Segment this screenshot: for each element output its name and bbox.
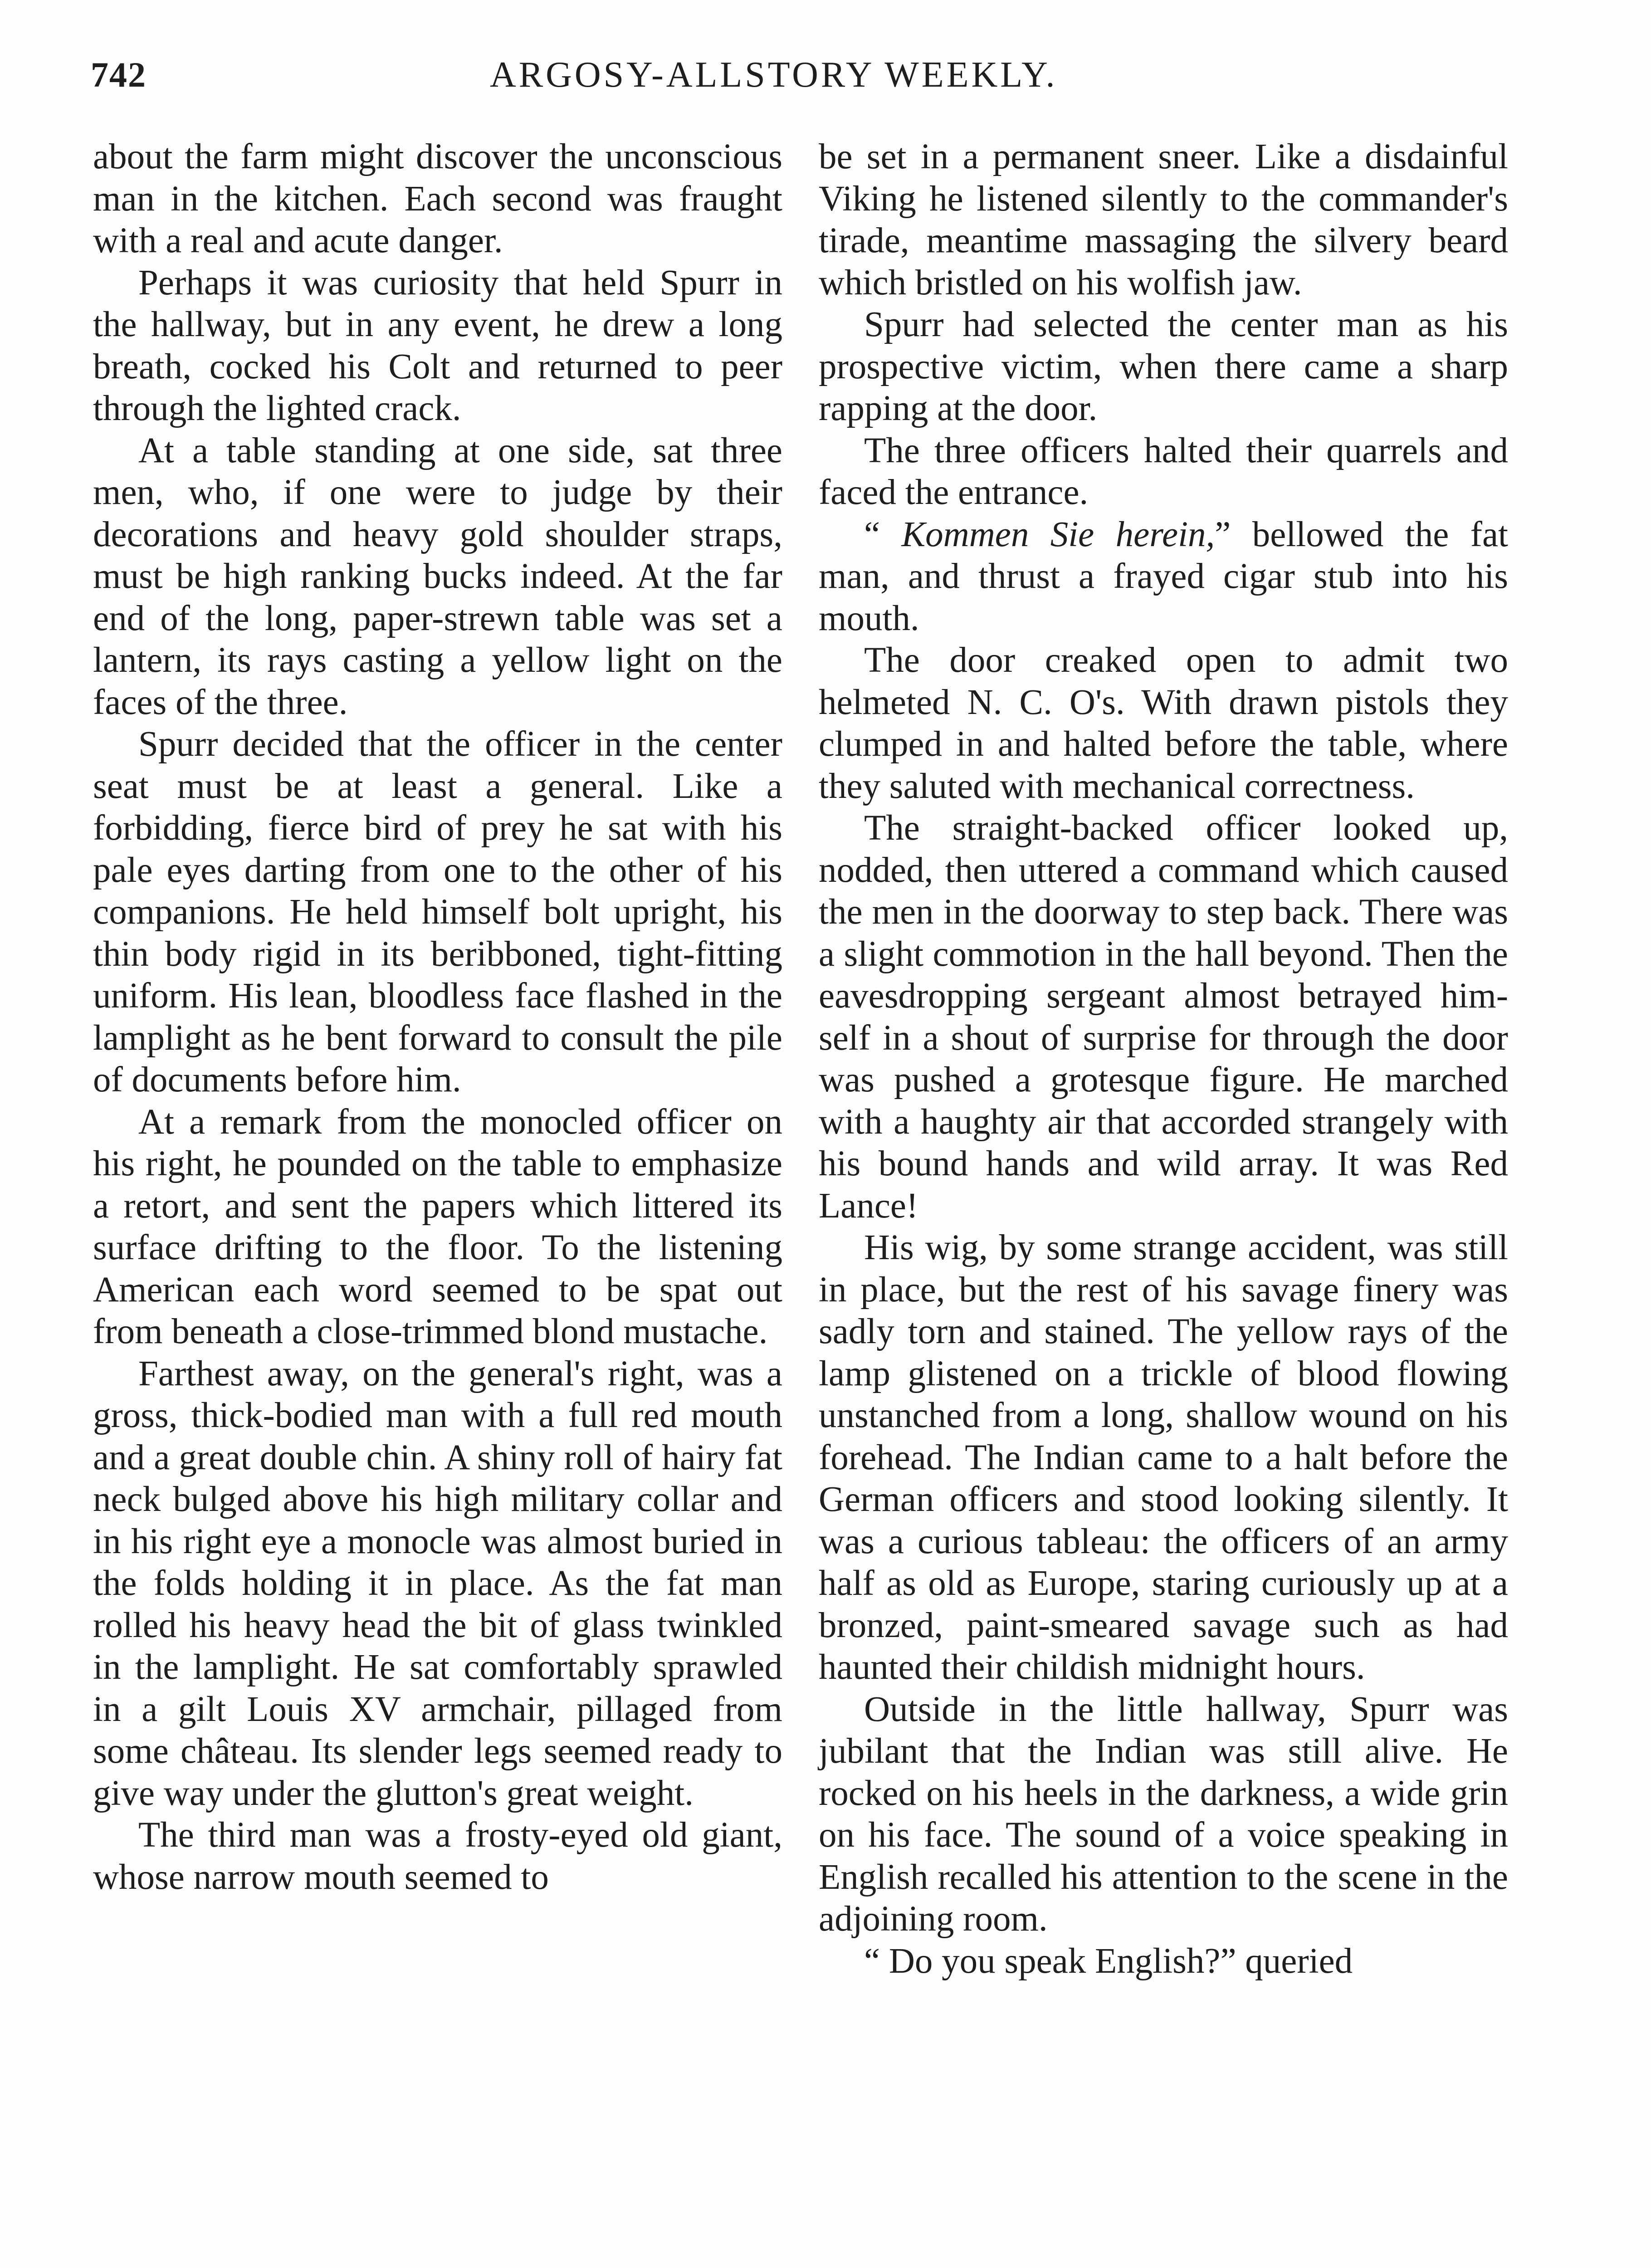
german-phrase: Kommen Sie herein, bbox=[901, 514, 1215, 554]
paragraph: about the farm might discover the unconscious man in the kitchen. Each second was fraught with a real and acute danger. bbox=[93, 137, 782, 260]
paragraph: The three officers halted their quarrels and faced the entrance. bbox=[819, 430, 1508, 512]
paragraph: At a table standing at one side, sat three men, who, if one were to judge by their decorations and heavy gold shoulder straps, must be high ranking bucks indeed. At the far end of the long, paper-strewn table was set a lantern, its rays casting a yellow light on the faces of the three. bbox=[93, 430, 782, 722]
left-column bbox=[93, 136, 782, 1898]
quote-open: “ bbox=[864, 514, 902, 554]
paragraph: The door creaked open to admit two helmeted N. C. O's. With drawn pistols they clumped in and halted before the table, where they saluted with mechanical correctness. bbox=[819, 640, 1508, 806]
running-header bbox=[91, 54, 1515, 113]
paragraph: Spurr had selected the center man as his prospective victim, when there came a sharp rapping at the door. bbox=[819, 305, 1508, 428]
paragraph-german-quote bbox=[819, 514, 1508, 640]
paragraph: “ Do you speak English?” queried bbox=[864, 1941, 1353, 1981]
paragraph: The straight-backed officer looked up, nodded, then uttered a command which caused the men in the doorway to step back. There was a slight commotion in the hall beyond. Then the eavesdropping sergeant almost betrayed himself in a shout of surprise for through the door was pushed a grotesque figure. He marched with a haughty air that accorded strangely with his bound hands and wild array. It was Red Lance! bbox=[819, 808, 1508, 1226]
right-column bbox=[819, 136, 1508, 1982]
page-number: 742 bbox=[91, 55, 147, 94]
quote-rest: ” bellowed the fat man, and thrust a frayed cigar stub into his mouth. bbox=[819, 514, 1508, 638]
paragraph: At a remark from the monocled officer on his right, he pounded on the table to emphasize a retort, and sent the papers which littered its surface drifting to the floor. To the listening American each word seemed to be spat out from beneath a close-trimmed blond mustache. bbox=[93, 1102, 782, 1351]
paragraph: Outside in the little hallway, Spurr was jubilant that the Indian was still alive. He rocked on his heels in the darkness, a wide grin on his face. The sound of a voice speaking in English recalled his attention to the scene in the adjoining room. bbox=[819, 1689, 1508, 1939]
paragraph: Spurr decided that the officer in the center seat must be at least a general. Like a forbidding, fierce bird of prey he sat with his pale eyes darting from one to the other of his companions. He held himself bolt upright, his thin body rigid in its beribboned, tight-fitting uniform. His lean, bloodless face flashed in the lamplight as he bent forward to consult the pile of documents before him. bbox=[93, 724, 782, 1100]
paragraph: Perhaps it was curiosity that held Spurr in the hallway, but in any event, he drew a long breath, cocked his Colt and returned to peer through the lighted crack. bbox=[93, 263, 782, 428]
paragraph: His wig, by some strange accident, was still in place, but the rest of his savage finery was sadly torn and stained. The yellow rays of the lamp glistened on a trickle of blood flowing unstanched from a long, shallow wound on his forehead. The Indian came to a halt before the German officers and stood looking silently. It was a curious tableau: the officers of an army half as old as Europe, staring curiously up at a bronzed, paint-smeared savage such as had haunted their childish midnight hours. bbox=[819, 1228, 1508, 1687]
paragraph: The third man was a frosty-eyed old giant, whose narrow mouth seemed to bbox=[93, 1815, 782, 1897]
paragraph: be set in a permanent sneer. Like a disdainful Viking he listened silently to the commander's tirade, meantime massaging the silvery beard which bristled on his wolfish jaw. bbox=[819, 137, 1508, 303]
paragraph: Farthest away, on the general's right, was a gross, thick-bodied man with a full red mouth and a great double chin. A shiny roll of hairy fat neck bulged above his high military collar and in his right eye a monocle was almost buried in the folds holding it in place. As the fat man rolled his heavy head the bit of glass twinkled in the lamplight. He sat comfortably sprawled in a gilt Louis XV armchair, pillaged from some château. Its slender legs seemed ready to give way under the glutton's great weight. bbox=[93, 1354, 782, 1813]
running-title: ARGOSY-ALLSTORY WEEKLY. bbox=[490, 55, 1058, 95]
